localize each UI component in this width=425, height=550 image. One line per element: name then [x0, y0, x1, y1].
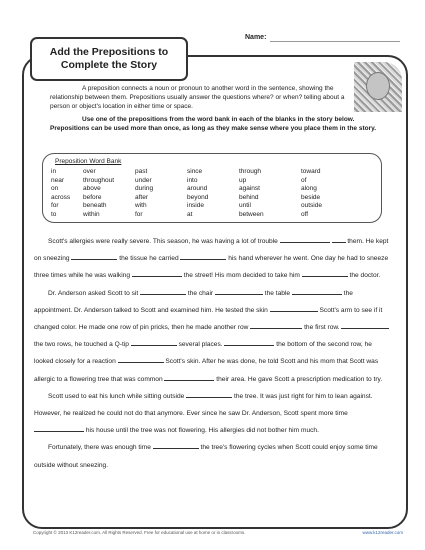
boy-sneezing-photo	[354, 62, 402, 112]
story-paragraph	[34, 285, 392, 388]
word-bank-word: on	[51, 185, 59, 192]
name-label: Name:	[245, 34, 267, 41]
story-text-segment: Scott's allergies were really severe. This season, he was having a lot of trouble	[48, 238, 280, 245]
word-bank-word: under	[135, 176, 152, 184]
answer-blank[interactable]	[164, 373, 214, 381]
answer-blank[interactable]	[132, 269, 182, 277]
answer-blank[interactable]	[71, 252, 117, 260]
answer-blank[interactable]	[140, 287, 186, 295]
word-bank-word: before	[83, 193, 102, 201]
story-text-segment: the doctor.	[347, 272, 381, 280]
story-text-segment: the tree's flowering cycles when Scott could enjoy some time outside without sneezing.	[34, 444, 378, 469]
word-bank-word: above	[83, 185, 101, 192]
word-bank-word: along	[301, 185, 317, 192]
word-bank-word: toward	[301, 168, 321, 175]
answer-blank[interactable]	[186, 390, 232, 398]
instructions-paragraph	[50, 115, 390, 133]
story-text-segment: them. He kept on sneezing	[34, 238, 389, 263]
story-text-segment: Scott's arm to see if it changed color. He made one row of pin pricks, then he made another row	[34, 306, 383, 332]
word-bank-word: into	[187, 176, 198, 184]
answer-blank[interactable]	[153, 441, 199, 449]
story-text-segment: his hand wherever he went. One day he had to sneeze three times while he was walking	[34, 255, 389, 280]
word-bank-word: across	[51, 193, 71, 201]
answer-blank[interactable]	[341, 321, 389, 329]
word-bank-grid	[51, 168, 353, 219]
story-text-segment: the tissue he carried	[117, 255, 181, 263]
story-text-segment: the two rows, he touched a Q-tip	[34, 341, 131, 349]
word-bank-word: until	[239, 202, 251, 209]
story-text-segment: the first row.	[302, 324, 342, 332]
answer-blank[interactable]	[131, 338, 177, 346]
word-bank-word: with	[135, 202, 147, 209]
answer-blank[interactable]	[250, 321, 302, 329]
word-bank-word: over	[83, 168, 96, 175]
word-bank-word: at	[187, 210, 193, 218]
word-bank-word: of	[301, 176, 307, 184]
word-bank-word: off	[301, 210, 309, 218]
word-bank-word: after	[135, 193, 149, 201]
word-bank-word: up	[239, 176, 247, 184]
word-bank-word: during	[135, 185, 154, 192]
instructions-text: Use one of the prepositions from the word bank in each of the blanks in the story below. Prepositions can be used more than once, as long as they make sense where you place them in the story.	[50, 116, 377, 132]
worksheet-title: Add the Prepositions to Complete the Story	[49, 46, 169, 71]
story-text	[34, 233, 392, 474]
story-text-segment: the street! His mom decided to take him	[181, 272, 302, 280]
answer-blank[interactable]	[215, 287, 263, 295]
word-bank-word: between	[239, 210, 264, 218]
answer-blank[interactable]	[280, 235, 330, 243]
answer-blank[interactable]	[332, 235, 346, 243]
story-text-segment: Dr. Anderson asked Scott to sit	[48, 289, 140, 297]
word-bank-word: through	[239, 168, 262, 175]
word-bank-word: behind	[239, 193, 259, 201]
story-text-segment: Scott's skin. After he was done, he told Scott and his mom that Scott was allergic to a flowering tree that was common	[34, 358, 379, 383]
name-field[interactable]	[270, 41, 400, 42]
worksheet-title-box	[30, 37, 188, 81]
answer-blank[interactable]	[118, 355, 164, 363]
answer-blank[interactable]	[292, 287, 342, 295]
story-text-segment: their area. He gave Scott a prescription medication to try.	[214, 375, 383, 383]
word-bank-word: beyond	[187, 193, 209, 201]
intro-paragraph	[50, 84, 350, 111]
word-bank-word: around	[187, 185, 208, 192]
answer-blank[interactable]	[224, 338, 274, 346]
word-bank	[42, 153, 382, 223]
word-bank-word: to	[51, 210, 57, 218]
word-bank-word: in	[51, 168, 57, 175]
story-paragraph	[34, 388, 392, 440]
answer-blank[interactable]	[270, 304, 318, 312]
story-text-segment: the bottom of the second row, he looked closely for a reaction	[34, 341, 372, 366]
word-bank-word: beneath	[83, 202, 107, 209]
answer-blank[interactable]	[302, 269, 348, 277]
copyright-text: Copyright © 2013 K12reader.com. All Rights Reserved. Free for educational use at home or in classrooms.	[33, 530, 246, 535]
answer-blank[interactable]	[180, 252, 226, 260]
story-text-segment: several places.	[176, 341, 225, 349]
site-link[interactable]: www.k12reader.com	[362, 530, 403, 535]
word-bank-word: outside	[301, 202, 322, 209]
word-bank-word: within	[83, 210, 100, 218]
word-bank-word: inside	[187, 202, 204, 209]
story-text-segment: his house until the tree was not flowering. His allergies did not bother him much.	[84, 427, 319, 435]
story-paragraph	[34, 233, 392, 285]
word-bank-word: beside	[301, 193, 321, 201]
story-text-segment: the tree. It was just right for him to lean against. However, he realized he could not do that anymore. Ever since he saw Dr. Anderson, Scott spent more time	[34, 392, 373, 418]
word-bank-word: throughout	[83, 176, 115, 184]
story-text-segment: the appointment. Dr. Anderson talked to Scott and examined him. He tested the skin	[34, 289, 353, 314]
story-text-segment: Fortunately, there was enough time	[48, 444, 153, 452]
story-text-segment: the table	[262, 289, 292, 297]
word-bank-word: since	[187, 168, 203, 175]
word-bank-word: against	[239, 185, 260, 192]
story-text-segment: Scott used to eat his lunch while sitting outside	[48, 392, 187, 400]
word-bank-word: past	[135, 168, 148, 175]
intro-text: A preposition connects a noun or pronoun to another word in the sentence, showing the relationship between them. Prepositions usually answer the questions where? or when? telling about a person or object's location in either time or space.	[50, 85, 345, 110]
word-bank-word: near	[51, 176, 65, 184]
story-text-segment: the chair	[186, 289, 215, 297]
word-bank-word: for	[135, 210, 143, 218]
word-bank-word: for	[51, 202, 59, 209]
story-paragraph	[34, 439, 392, 473]
answer-blank[interactable]	[34, 424, 84, 432]
word-bank-title: Preposition Word Bank	[55, 158, 122, 165]
